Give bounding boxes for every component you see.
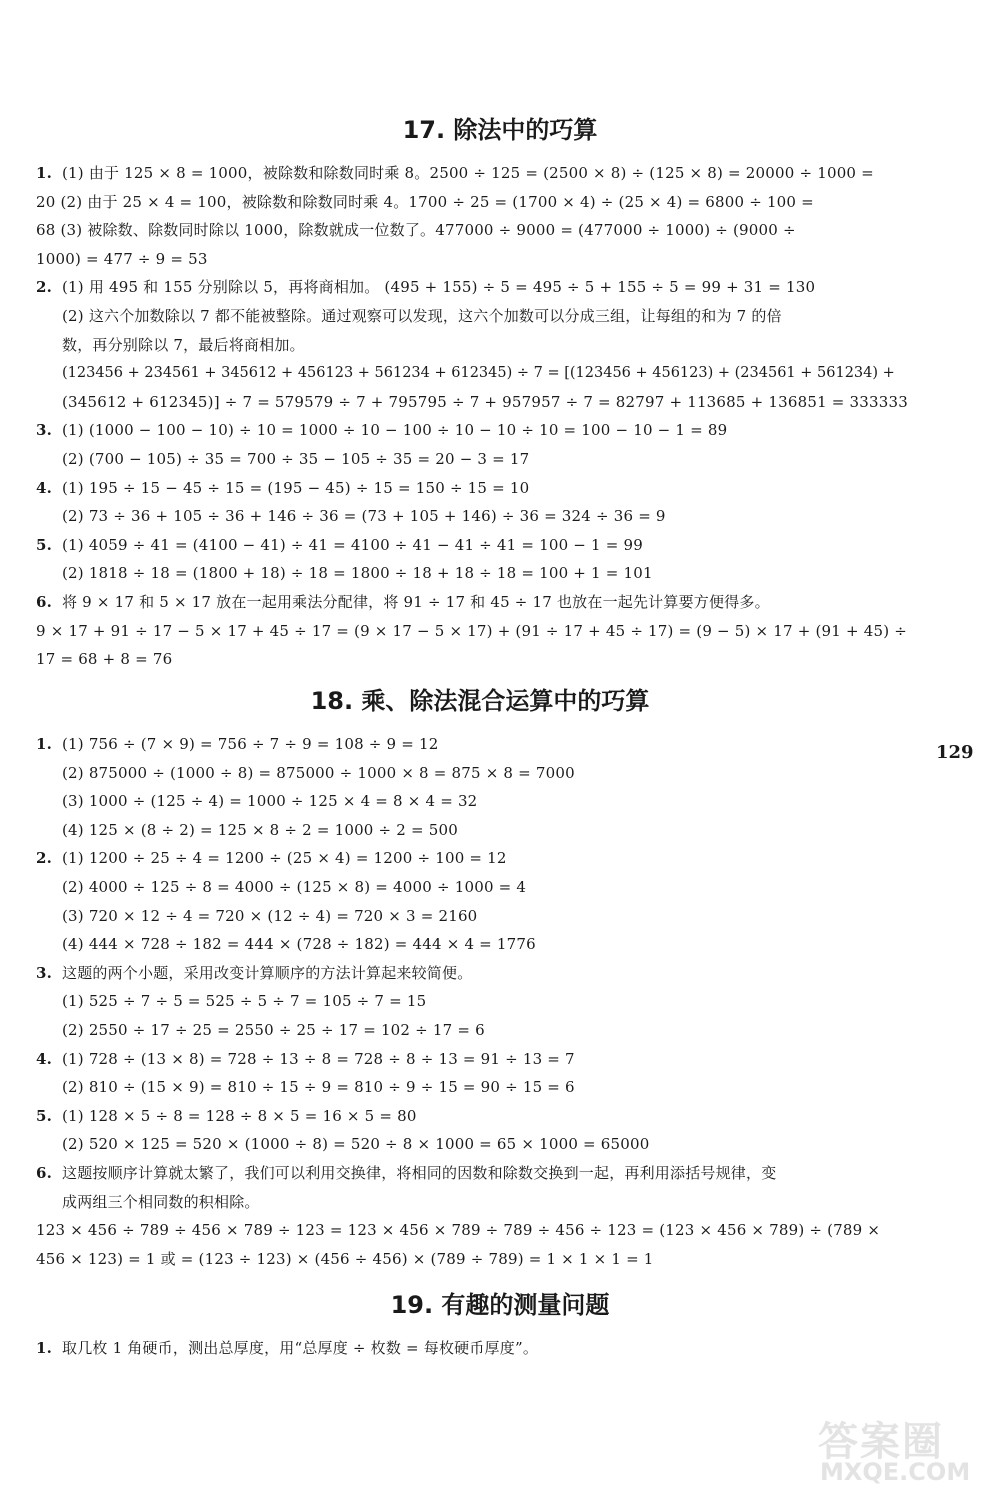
answer-text: 68 (3) 被除数、除数同时除以 1000，除数就成一位数了。477000 ÷ 9000 = (477000 ÷ 1000) ÷ (9000 ÷ (36, 221, 796, 240)
watermark-text: 答案圈 (818, 1419, 944, 1465)
section-title-18: 18. 乘、除法混合运算中的巧算 (310, 687, 650, 715)
answer-text: 取几枚 1 角硬币，测出总厚度，用“总厚度 ÷ 枚数 = 每枚硬币厚度”。 (62, 1339, 539, 1357)
section-18-body (36, 730, 908, 1273)
answer-line (36, 245, 908, 274)
answer-line (36, 645, 908, 674)
answer-line (36, 359, 908, 388)
answer-text: (1) 195 ÷ 15 − 45 ÷ 15 = (195 − 45) ÷ 15 = 150 ÷ 15 = 10 (62, 478, 530, 497)
question-number: 1. (36, 735, 53, 753)
answer-text: (2) (700 − 105) ÷ 35 = 700 ÷ 35 − 105 ÷ 35 = 20 − 3 = 17 (62, 449, 530, 468)
question-number: 6. (36, 592, 53, 611)
answer-text: 9 × 17 + 91 ÷ 17 − 5 × 17 + 45 ÷ 17 = (9 × 17 − 5 × 17) + (91 ÷ 17 + 45 ÷ 17) = (9 − 5) × 17 + (91 + 45) ÷ (36, 621, 908, 640)
answer-text: (3) 720 × 12 ÷ 4 = 720 × (12 ÷ 4) = 720 × 3 = 2160 (62, 906, 478, 925)
answer-line (36, 302, 908, 331)
question-number: 5. (36, 1106, 53, 1125)
answer-line (36, 1016, 908, 1045)
answer-line (36, 1188, 908, 1217)
answer-line (36, 559, 908, 588)
answer-line (36, 1245, 908, 1274)
answer-line (36, 930, 908, 959)
answer-text: (4) 444 × 728 ÷ 182 = 444 × (728 ÷ 182) = 444 × 4 = 1776 (62, 935, 536, 954)
question-number: 1. (36, 164, 53, 182)
answer-line (36, 388, 908, 417)
answer-line (36, 502, 908, 531)
answer-text: 这题按顺序计算就太繁了，我们可以利用交换律，将相同的因数和除数交换到一起，再利用添括号规律，变 (62, 1163, 777, 1182)
answer-text: (2) 这六个加数除以 7 都不能被整除。通过观察可以发现，这六个加数可以分成三组，让每组的和为 7 的倍 (62, 306, 782, 325)
question-number: 3. (36, 421, 53, 440)
watermark-logo (818, 1410, 988, 1490)
page-number: 129 (936, 742, 974, 763)
answer-text: (2) 520 × 125 = 520 × (1000 ÷ 8) = 520 ÷ 8 × 1000 = 65 × 1000 = 65000 (62, 1135, 650, 1154)
answer-line (36, 987, 908, 1016)
answer-line (36, 331, 908, 360)
section-title-17: 17. 除法中的巧算 (402, 116, 598, 144)
answer-line (36, 416, 908, 445)
section-19-body (36, 1334, 908, 1363)
answer-text: 成两组三个相同数的积相除。 (62, 1192, 260, 1211)
question-number: 2. (36, 278, 53, 297)
section-title-19: 19. 有趣的测量问题 (390, 1291, 610, 1319)
answer-text: 1000) = 477 ÷ 9 = 53 (36, 249, 208, 268)
answer-line (36, 617, 908, 646)
answer-line (36, 787, 908, 816)
answer-text: (1) 4059 ÷ 41 = (4100 − 41) ÷ 41 = 4100 ÷ 41 − 41 ÷ 41 = 100 − 1 = 99 (62, 535, 643, 554)
answer-text: (1) 用 495 和 155 分别除以 5，再将商相加。 (495 + 155) ÷ 5 = 495 ÷ 5 + 155 ÷ 5 = 99 + 31 = 130 (62, 278, 816, 297)
answer-text: (345612 + 612345)] ÷ 7 = 579579 ÷ 7 + 795795 ÷ 7 + 957957 ÷ 7 = 82797 + 113685 + 136851 = 333333 (62, 392, 908, 411)
answer-text: (1) 525 ÷ 7 ÷ 5 = 525 ÷ 5 ÷ 7 = 105 ÷ 7 = 15 (62, 992, 427, 1011)
answer-line (36, 902, 908, 931)
answer-line (36, 816, 908, 845)
answer-line (36, 1334, 908, 1363)
answer-text: (2) 2550 ÷ 17 ÷ 25 = 2550 ÷ 25 ÷ 17 = 102 ÷ 17 = 6 (62, 1020, 485, 1039)
watermark-url: MXQE.COM (820, 1458, 971, 1486)
answer-line (36, 1045, 908, 1074)
answer-line (36, 844, 908, 873)
answer-text: 456 × 123) = 1 或 = (123 ÷ 123) × (456 ÷ 456) × (789 ÷ 789) = 1 × 1 × 1 = 1 (36, 1249, 654, 1268)
answer-text: (2) 1818 ÷ 18 = (1800 + 18) ÷ 18 = 1800 ÷ 18 + 18 ÷ 18 = 100 + 1 = 101 (62, 564, 653, 583)
section-17-body (36, 159, 908, 674)
answer-text: 数，再分别除以 7，最后将商相加。 (62, 335, 305, 354)
answer-line (36, 730, 908, 759)
answer-line (36, 216, 908, 245)
question-number: 3. (36, 963, 53, 982)
answer-line (36, 474, 908, 503)
question-number: 1. (36, 1339, 53, 1357)
answer-line (36, 588, 908, 617)
answer-line (36, 1073, 908, 1102)
question-number: 6. (36, 1163, 53, 1182)
answer-text: (123456 + 234561 + 345612 + 456123 + 561234 + 612345) ÷ 7 = [(123456 + 456123) + (234561 + 561234) + (62, 365, 895, 382)
answer-text: (2) 875000 ÷ (1000 ÷ 8) = 875000 ÷ 1000 × 8 = 875 × 8 = 7000 (62, 763, 575, 782)
answer-text: (2) 4000 ÷ 125 ÷ 8 = 4000 ÷ (125 × 8) = 4000 ÷ 1000 = 4 (62, 877, 527, 896)
answer-text: (1) (1000 − 100 − 10) ÷ 10 = 1000 ÷ 10 − 100 ÷ 10 − 10 ÷ 10 = 100 − 10 − 1 = 89 (62, 421, 728, 440)
answer-line (36, 1159, 908, 1188)
answer-text: (1) 由于 125 × 8 = 1000，被除数和除数同时乘 8。2500 ÷ 125 = (2500 × 8) ÷ (125 × 8) = 20000 ÷ 1000 = (62, 164, 874, 182)
answer-line (36, 445, 908, 474)
question-number: 4. (36, 478, 53, 497)
answer-line (36, 531, 908, 560)
answer-line (36, 159, 908, 188)
answer-line (36, 1130, 908, 1159)
question-number: 2. (36, 849, 53, 868)
answer-text: (2) 810 ÷ (15 × 9) = 810 ÷ 15 ÷ 9 = 810 ÷ 9 ÷ 15 = 90 ÷ 15 = 6 (62, 1078, 575, 1097)
answer-text: (1) 728 ÷ (13 × 8) = 728 ÷ 13 ÷ 8 = 728 ÷ 8 ÷ 13 = 91 ÷ 13 = 7 (62, 1049, 575, 1068)
answer-text: (3) 1000 ÷ (125 ÷ 4) = 1000 ÷ 125 × 4 = 8 × 4 = 32 (62, 792, 478, 811)
answer-line (36, 759, 908, 788)
answer-text: (1) 128 × 5 ÷ 8 = 128 ÷ 8 × 5 = 16 × 5 = 80 (62, 1106, 417, 1125)
answer-line (36, 188, 908, 217)
answer-text: 123 × 456 ÷ 789 ÷ 456 × 789 ÷ 123 = 123 × 456 × 789 ÷ 789 ÷ 456 ÷ 123 = (123 × 456 × 789) ÷ (789 × (36, 1221, 881, 1240)
answer-text: (2) 73 ÷ 36 + 105 ÷ 36 + 146 ÷ 36 = (73 + 105 + 146) ÷ 36 = 324 ÷ 36 = 9 (62, 507, 666, 526)
answer-line (36, 1102, 908, 1131)
answer-line (36, 873, 908, 902)
answer-text: 17 = 68 + 8 = 76 (36, 650, 173, 669)
question-number: 5. (36, 535, 53, 554)
answer-text: 20 (2) 由于 25 × 4 = 100，被除数和除数同时乘 4。1700 ÷ 25 = (1700 × 4) ÷ (25 × 4) = 6800 ÷ 100 = (36, 192, 814, 211)
answer-line (36, 959, 908, 988)
answer-text: 这题的两个小题，采用改变计算顺序的方法计算起来较简便。 (62, 963, 473, 982)
answer-line (36, 273, 908, 302)
answer-text: 将 9 × 17 和 5 × 17 放在一起用乘法分配律，将 91 ÷ 17 和 45 ÷ 17 也放在一起先计算要方便得多。 (62, 592, 770, 611)
answer-text: (1) 756 ÷ (7 × 9) = 756 ÷ 7 ÷ 9 = 108 ÷ 9 = 12 (62, 735, 439, 753)
answer-text: (4) 125 × (8 ÷ 2) = 125 × 8 ÷ 2 = 1000 ÷ 2 = 500 (62, 820, 458, 839)
answer-line (36, 1216, 908, 1245)
question-number: 4. (36, 1049, 53, 1068)
answer-text: (1) 1200 ÷ 25 ÷ 4 = 1200 ÷ (25 × 4) = 1200 ÷ 100 = 12 (62, 849, 507, 868)
